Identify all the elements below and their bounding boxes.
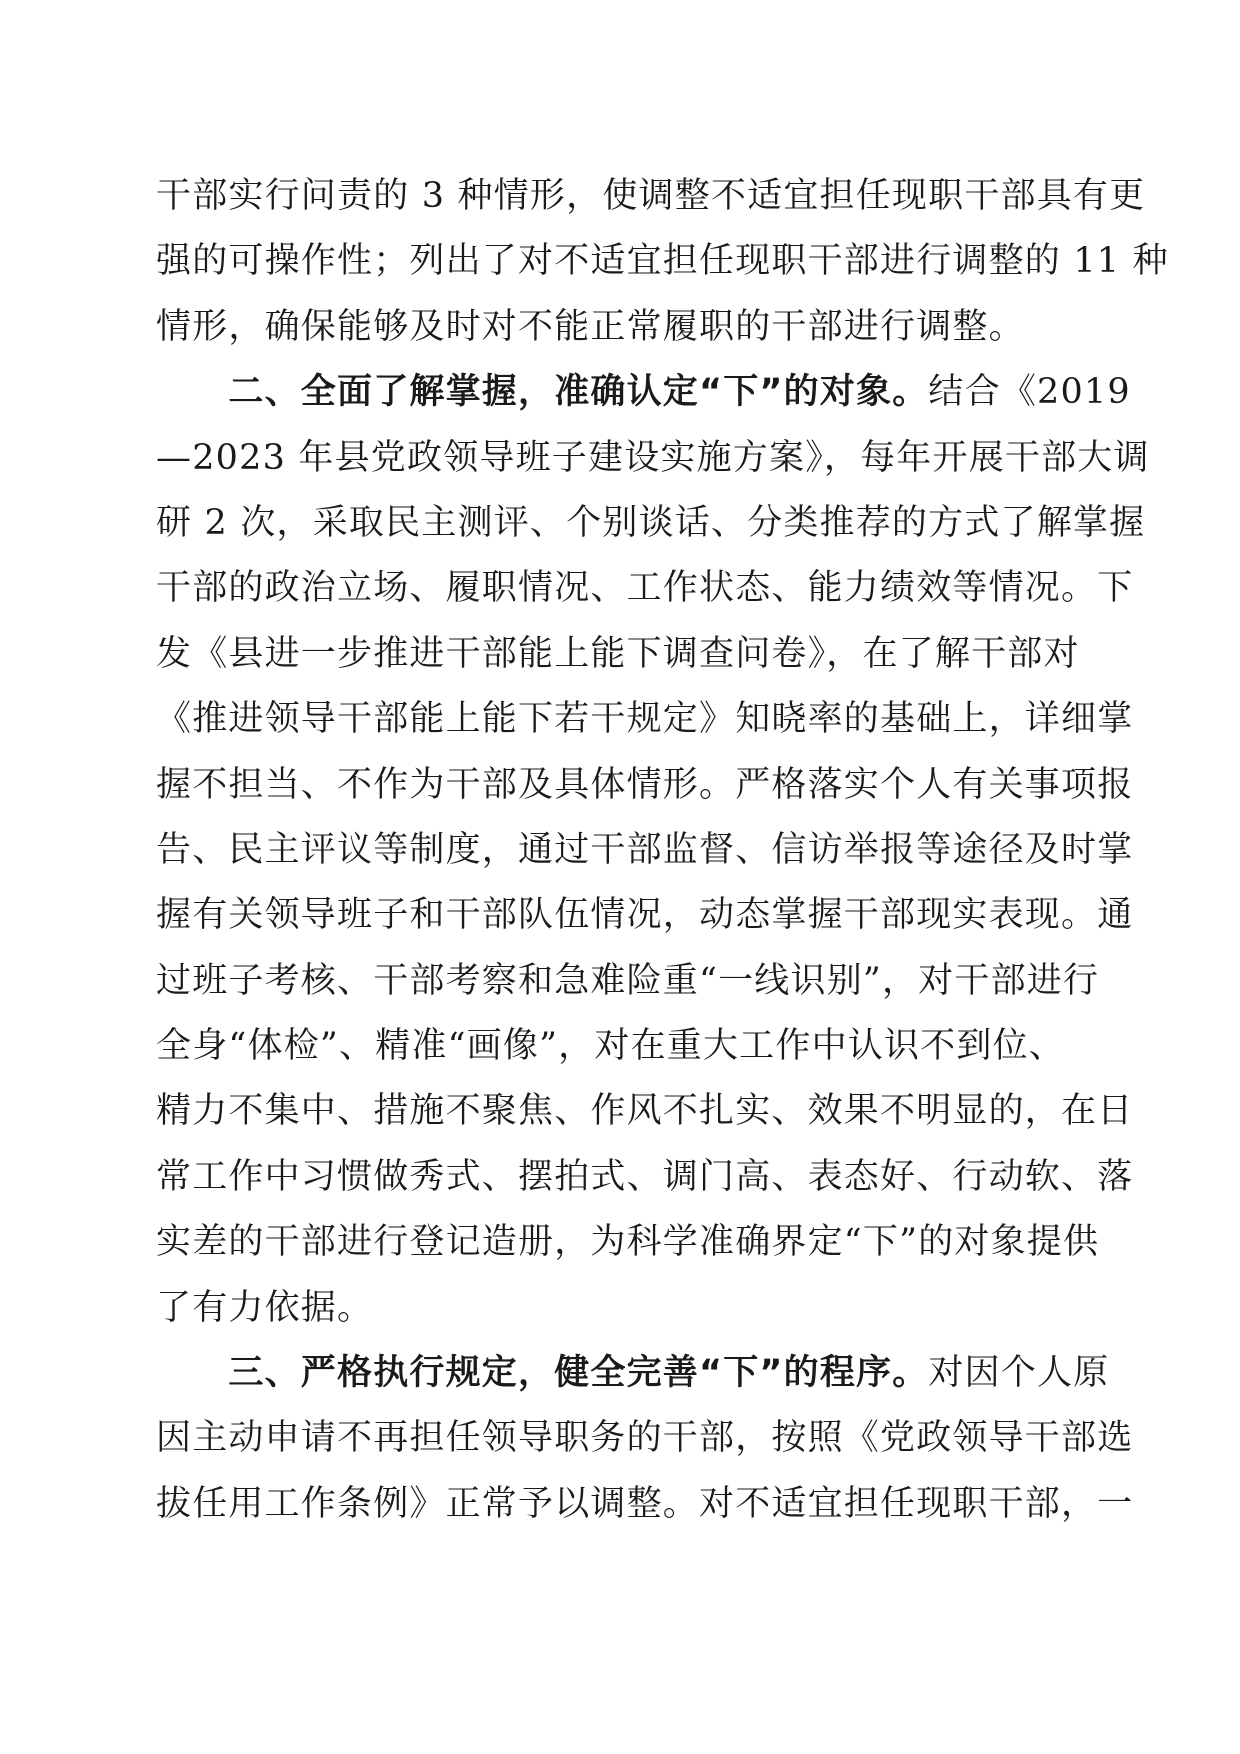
p2-first-line xyxy=(156,360,1131,425)
p2-line-8: 告、民主评议等制度，通过干部监督、信访举报等途径及时掌 xyxy=(156,829,1134,870)
p2-line-13: 常工作中习惯做秀式、摆拍式、调门高、表态好、行动软、落 xyxy=(156,1156,1134,1197)
p3-first-line xyxy=(156,1341,1110,1406)
p2-line-4: 干部的政治立场、履职情况、工作状态、能力绩效等情况。下 xyxy=(156,568,1134,609)
p3-first-line-rest: 对因个人原 xyxy=(928,1353,1110,1394)
p2-line-6: 《推进领导干部能上能下若干规定》知晓率的基础上，详细掌 xyxy=(156,699,1134,740)
p1-line-2: 强的可操作性；列出了对不适宜担任现职干部进行调整的 11 种 xyxy=(156,241,1169,282)
p3-line-2: 因主动申请不再担任领导职务的干部，按照《党政领导干部选 xyxy=(156,1418,1134,1459)
p2-line-7: 握不担当、不作为干部及具体情形。严格落实个人有关事项报 xyxy=(156,764,1134,805)
p2-line-10: 过班子考核、干部考察和急难险重“一线识别”，对干部进行 xyxy=(156,960,1100,1001)
p2-line-12: 精力不集中、措施不聚焦、作风不扎实、效果不明显的，在日 xyxy=(156,1091,1134,1132)
p1-line-1: 干部实行问责的 3 种情形，使调整不适宜担任现职干部具有更 xyxy=(156,176,1146,216)
p1-line-3: 情形，确保能够及时对不能正常履职的干部进行调整。 xyxy=(156,306,1025,347)
p2-line-14: 实差的干部进行登记造册，为科学准确界定“下”的对象提供 xyxy=(156,1222,1100,1263)
p2-first-line-rest: 结合《2019 xyxy=(928,372,1131,413)
p2-line-5: 发《县进一步推进干部能上能下调查问卷》，在了解干部对 xyxy=(156,633,1080,674)
p2-line-9: 握有关领导班子和干部队伍情况，动态掌握干部现实表现。通 xyxy=(156,895,1134,936)
p2-line-3: 研 2 次，采取民主测评、个别谈话、分类推荐的方式了解掌握 xyxy=(156,502,1146,543)
p2-line-15: 了有力依据。 xyxy=(156,1287,374,1328)
p2-line-11: 全身“体检”、精准“画像”，对在重大工作中认识不到位、 xyxy=(156,1026,1065,1067)
p2-line-2: —2023 年县党政领导班子建设实施方案》，每年开展干部大调 xyxy=(156,437,1150,478)
section-heading-3: 三、严格执行规定，健全完善“下”的程序。 xyxy=(228,1353,929,1394)
body-text xyxy=(156,164,1169,1537)
section-heading-2: 二、全面了解掌握，准确认定“下”的对象。 xyxy=(228,372,929,413)
p3-line-3: 拔任用工作条例》正常予以调整。对不适宜担任现职干部，一 xyxy=(156,1483,1134,1524)
